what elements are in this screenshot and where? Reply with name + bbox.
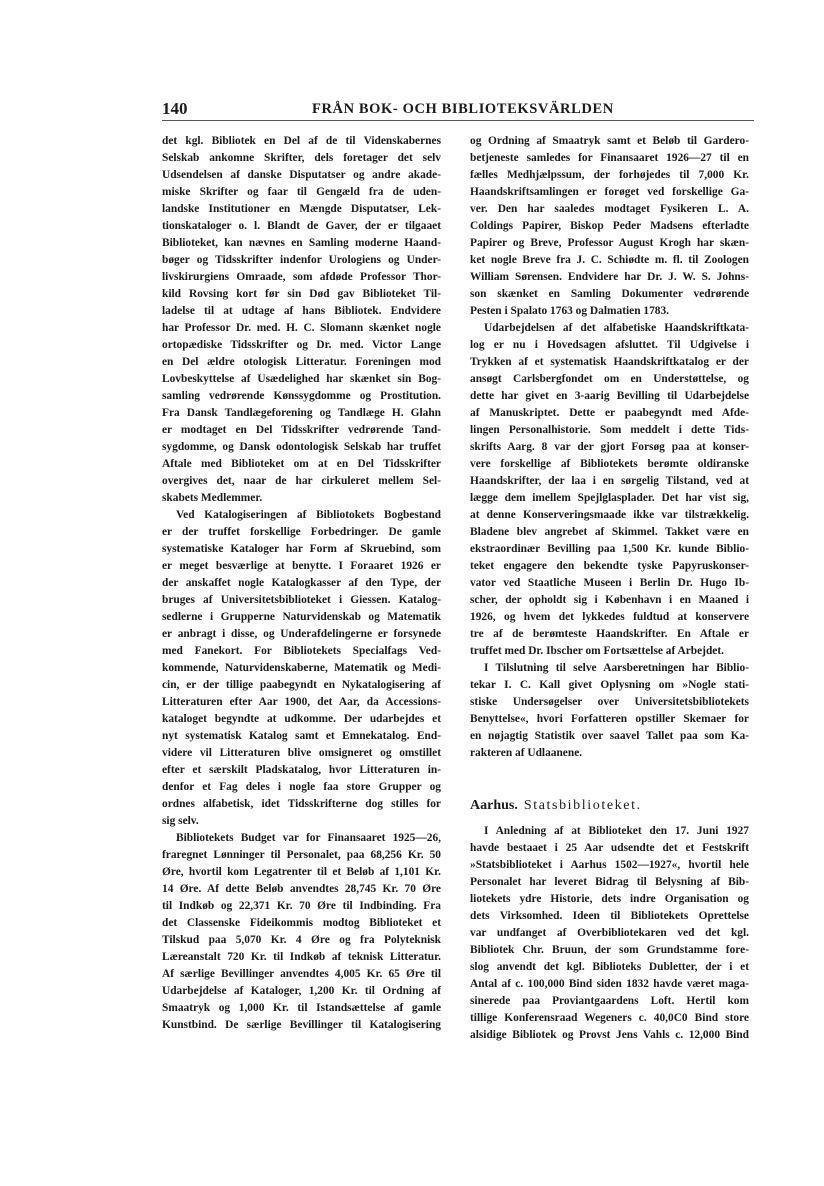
paragraph xyxy=(162,830,441,1034)
paragraph xyxy=(162,507,441,830)
text-line: samling vedrørende Kønssygdomme og Prostitution. xyxy=(162,390,441,402)
text-line: nyt systematisk Katalog samt et Emnekatalog. End- xyxy=(162,730,441,742)
text-line: fælles Medhjælpssum, der forhøjedes til 7,000 Kr. xyxy=(470,169,749,181)
section-heading-place: Aarhus. xyxy=(470,798,518,813)
header-rule xyxy=(162,120,754,121)
text-line: teket engagere den bekendte tyske Papyruskonser- xyxy=(470,560,749,572)
text-line: til Indkøb og 22,371 Kr. 70 Øre til Indbinding. Fra xyxy=(162,900,441,912)
paragraph xyxy=(470,660,749,762)
text-line: miske Skrifter og faar til Gengæld fra de uden- xyxy=(162,186,441,198)
text-line: at denne Konserveringsmaade ikke var tilstrækkelig. xyxy=(470,509,749,521)
text-line: ladelse til at udtage af hans Bibliotek. Endvidere xyxy=(162,305,441,317)
text-line: Coldings Papirer, Biskop Peder Madsens efterladte xyxy=(470,220,749,232)
text-line: Selskab ankomne Skrifter, dels foretager det selv xyxy=(162,152,441,164)
text-line: Litteraturen efter Aar 1900, det Aar, da Accessions- xyxy=(162,696,441,708)
text-line: betjeneste samledes for Finansaaret 1926—27 til en xyxy=(470,152,749,164)
text-line: I Tilslutning til selve Aarsberetningen har Biblio- xyxy=(484,662,749,674)
text-line: skrifts Aarg. 8 var der gjort Forsøg paa at konser- xyxy=(470,441,749,453)
paragraph xyxy=(470,320,749,660)
text-line: William Sørensen. Endvidere har Dr. J. W. S. Johns- xyxy=(470,271,749,283)
text-line: Bibliotek Chr. Bruun, der som Grundstamme fore- xyxy=(470,944,749,956)
text-line: scher, der opholdt sig i København i en Maaned i xyxy=(470,594,749,606)
section-heading-library: Statsbiblioteket. xyxy=(523,798,642,813)
text-line: det Classenske Fideikommis modtog Biblioteket et xyxy=(162,917,441,929)
text-line: Udarbejdelsen af det alfabetiske Haandskriftkata- xyxy=(484,322,749,334)
text-line: Papirer og Breve, Professor August Krogh har skæn- xyxy=(470,237,749,249)
text-line: fraregnet Lønninger til Personalet, paa 68,256 Kr. 50 xyxy=(162,849,441,861)
text-line: stiske Undersøgelser over Universitetsbibliotekets xyxy=(470,696,749,708)
text-line: landske Institutioner en Mængde Disputatser, Lek- xyxy=(162,203,441,215)
text-line: son skænket en Samling Dokumenter vedrørende xyxy=(470,288,749,300)
text-line: 1926, og hvem det lykkedes fuldtud at konservere xyxy=(470,611,749,623)
text-line: skabets Medlemmer. xyxy=(162,492,263,504)
text-line: Ved Katalogiseringen af Bibliotokets Bogbestand xyxy=(176,509,441,521)
text-line: en Del ældre otologisk Litteratur. Foreningen mod xyxy=(162,356,441,368)
text-line: Tilskud paa 5,070 Kr. 4 Øre og fra Polyteknisk xyxy=(162,934,441,946)
text-line: kild Rovsing kort før sin Død gav Biblioteket Til- xyxy=(162,288,441,300)
text-line: systematiske Kataloger har Form af Skruebind, som xyxy=(162,543,441,555)
text-line: Øre, hvortil kom Legatrenter til et Beløb af 1,101 Kr. xyxy=(162,866,441,878)
text-line: slog anvendt det kgl. Biblioteks Dubletter, der i et xyxy=(470,961,749,973)
text-line: havde bestaaet i 25 Aar udsendte det et Festskrift xyxy=(470,842,749,854)
text-line: sinerede paa Proviantgaardens Loft. Hertil kom xyxy=(470,995,749,1007)
text-line: ket nogle Breve fra J. C. Schiødte m. fl. til Zoologen xyxy=(470,254,749,266)
text-line: dette har givet en 3-aarig Bevilling til Udarbejdelse xyxy=(470,390,749,402)
text-line: liotekets ydre Historie, dets indre Organisation og xyxy=(470,893,749,905)
paragraph xyxy=(470,823,749,1044)
text-line: kommende, Naturvidenskaberne, Matematik og Medi- xyxy=(162,662,441,674)
text-line: Personalet har leveret Bidrag til Belysning af Bib- xyxy=(470,876,749,888)
text-line: er meget besværlige at benytte. I Foraaret 1926 er xyxy=(162,560,441,572)
text-line: cin, er der tillige paabegyndt en Nykatalogisering af xyxy=(162,679,441,691)
right-column xyxy=(470,133,749,1044)
running-title: FRÅN BOK- OCH BIBLIOTEKSVÄRLDEN xyxy=(312,101,614,117)
text-line: efter et særskilt Pladskatalog, hvor Litteraturen in- xyxy=(162,764,441,776)
text-line: ortopædiske Tidsskrifter og Dr. med. Victor Lange xyxy=(162,339,441,351)
text-line: det kgl. Bibliotek en Del af de til Videnskabernes xyxy=(162,135,441,147)
text-line: Biblioteket, kan nævnes en Samling moderne Haand- xyxy=(162,237,441,249)
text-line: 14 Øre. Af dette Beløb anvendtes 28,745 Kr. 70 Øre xyxy=(162,883,441,895)
text-line: af Manuskriptet. Dette er paabegyndt med Afde- xyxy=(470,407,749,419)
text-line: Antal af c. 100,000 Bind siden 1832 havde været maga- xyxy=(470,978,749,990)
text-line: en nøjagtig Statistik over saavel Tallet paa som Ka- xyxy=(470,730,749,742)
text-line: Smaatryk og 1,000 Kr. til Istandsættelse af gamle xyxy=(162,1002,441,1014)
text-line: Haandskrifter, der laa i en sørgelig Tilstand, ved at xyxy=(470,475,749,487)
text-line: Bibliotekets Budget var for Finansaaret 1925—26, xyxy=(176,832,441,844)
text-line: overgives det, naar de har cirkuleret mellem Sel- xyxy=(162,475,441,487)
paragraph xyxy=(470,133,749,320)
text-line: log er nu i Hovedsagen afsluttet. Til Udgivelse i xyxy=(470,339,749,351)
text-line: ver. Den har saaledes modtaget Fysikeren L. A. xyxy=(470,203,749,215)
text-line: sygdomme, og Dansk odontologisk Selskab har truffet xyxy=(162,441,441,453)
text-line: var undfanget af Overbibliotekaren ved det kgl. xyxy=(470,927,749,939)
text-line: Lovbeskyttelse af Usædelighed har skænket sin Bog- xyxy=(162,373,441,385)
text-line: sig selv. xyxy=(162,815,199,827)
text-line: rakteren af Udlaanene. xyxy=(470,747,583,759)
text-line: vere forskellige af Bibliotekets berømte oldiranske xyxy=(470,458,749,470)
paragraph xyxy=(162,133,441,507)
text-line: Bladene blev angrebet af Skimmel. Takket være en xyxy=(470,526,749,538)
text-line: Aftale med Biblioteket om at en Del Tidsskrifter xyxy=(162,458,441,470)
text-line: Kunstbind. De særlige Bevillinger til Katalogisering xyxy=(162,1019,441,1031)
text-line: bruges af Universitetsbiblioteket i Giessen. Katalog- xyxy=(162,594,441,606)
text-line: ordnes alfabetisk, idet Tidsskrifterne dog stilles for xyxy=(162,798,441,810)
text-line: tre af de berømteste Haandskrifter. En Aftale er xyxy=(470,628,749,640)
text-line: er anbragt i disse, og Underafdelingerne er forsynede xyxy=(162,628,441,640)
text-line: der anskaffet nogle Katalogkasser af den Type, der xyxy=(162,577,441,589)
text-line: og Ordning af Smaatryk samt et Beløb til Gardero- xyxy=(470,135,749,147)
text-line: Benyttelse«, hvori Forfatteren opstiller Skemaer for xyxy=(470,713,749,725)
text-line: tekar I. C. Kall givet Oplysning om »Nogle stati- xyxy=(470,679,749,691)
text-line: lægge dem imellem Spejlglasplader. Det har vist sig, xyxy=(470,492,749,504)
text-line: Pesten i Spalato 1763 og Dalmatien 1783. xyxy=(470,305,670,317)
text-line: alsidige Bibliotek og Provst Jens Vahls c. 12,000 Bind xyxy=(470,1029,749,1041)
text-line: Trykken af et systematisk Haandskriftkatalog er der xyxy=(470,356,749,368)
text-line: Haandskriftsamlingen er forøget ved forskellige Ga- xyxy=(470,186,749,198)
text-line: vator ved Staatliche Museen i Berlin Dr. Hugo Ib- xyxy=(470,577,749,589)
text-line: er der truffet forskellige Forbedringer. De gamle xyxy=(162,526,441,538)
text-line: tionskataloger o. l. Blandt de Gaver, der er tilgaaet xyxy=(162,220,441,232)
text-line: sedlerne i Grupperne Naturvidenskab og Matematik xyxy=(162,611,441,623)
text-line: »Statsbiblioteket i Aarhus 1502—1927«, hvortil hele xyxy=(470,859,749,871)
text-line: har Professor Dr. med. H. C. Slomann skænket nogle xyxy=(162,322,441,334)
text-line: dets Virksomhed. Ideen til Bibliotekets Oprettelse xyxy=(470,910,749,922)
section-heading xyxy=(470,792,749,820)
text-line: Udsendelsen af danske Disputatser og andre akade- xyxy=(162,169,441,181)
text-line: ansøgt Carlsbergfondet om en Understøttelse, og xyxy=(470,373,749,385)
left-column xyxy=(162,133,441,1034)
text-line: lingen Personalhistorie. Som meddelt i dette Tids- xyxy=(470,424,749,436)
text-line: denfor et Fag deles i nogle faa store Grupper og xyxy=(162,781,441,793)
text-line: ekstraordinær Bevilling paa 1,500 Kr. kunde Biblio- xyxy=(470,543,749,555)
text-line: Fra Dansk Tandlægeforening og Tandlæge H. Glahn xyxy=(162,407,441,419)
text-line: I Anledning af at Biblioteket den 17. Juni 1927 xyxy=(484,825,749,837)
text-line: videre vil Litteraturen blive omsigneret og omstillet xyxy=(162,747,441,759)
text-line: livskirurgiens Omraade, som afdøde Professor Thor- xyxy=(162,271,441,283)
text-line: Læreanstalt 720 Kr. til Indkøb af teknisk Litteratur. xyxy=(162,951,441,963)
text-line: bøger og Tidsskrifter indenfor Urologiens og Under- xyxy=(162,254,441,266)
text-line: kataloget begyndte at udkomme. Der udarbejdes et xyxy=(162,713,441,725)
text-line: er modtaget en Del Tidsskrifter vedrørende Tand- xyxy=(162,424,441,436)
text-line: med Fanekort. For Bibliotekets Specialfags Ved- xyxy=(162,645,441,657)
text-line: Udarbejdelse af Kataloger, 1,200 Kr. til Ordning af xyxy=(162,985,441,997)
text-line: Af særlige Bevillinger anvendtes 4,005 Kr. 65 Øre til xyxy=(162,968,441,980)
page-number: 140 xyxy=(162,99,188,118)
text-line: truffet med Dr. Ibscher om Fortsættelse af Arbejdet. xyxy=(470,645,725,657)
text-line: tillige Konferensraad Wegeners c. 40,0C0 Bind store xyxy=(470,1012,749,1024)
